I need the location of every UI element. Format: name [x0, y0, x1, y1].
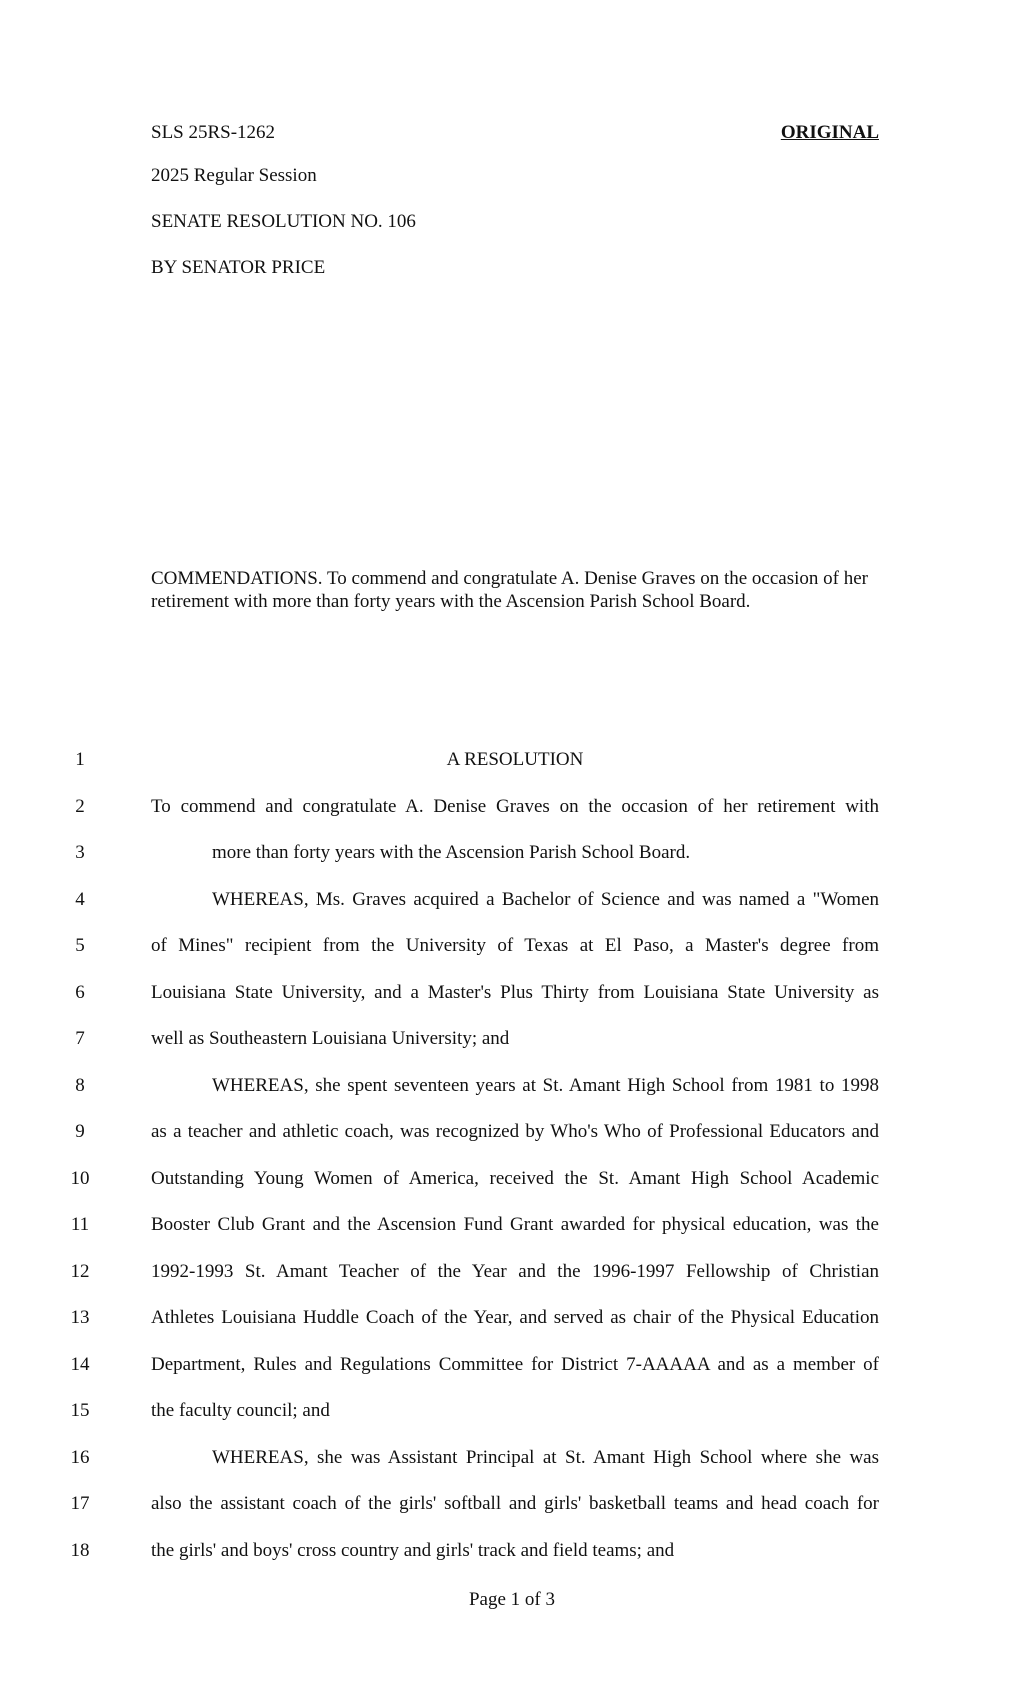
body-line: Louisiana State University, and a Master's Plus Thirty from Louisiana State University as — [151, 982, 879, 1003]
body-line: To commend and congratulate A. Denise Graves on the occasion of her retirement with — [151, 796, 879, 817]
body-line: also the assistant coach of the girls' softball and girls' basketball teams and head coach for — [151, 1493, 879, 1514]
line-number: 2 — [75, 796, 85, 817]
body-line: the faculty council; and — [151, 1400, 330, 1421]
body-line: Athletes Louisiana Huddle Coach of the Year, and served as chair of the Physical Education — [151, 1307, 879, 1328]
line-number: 3 — [75, 842, 85, 863]
body-line: WHEREAS, she was Assistant Principal at St. Amant High School where she was — [212, 1447, 879, 1468]
line-number: 9 — [75, 1121, 85, 1142]
body-line: 1992-1993 St. Amant Teacher of the Year and the 1996-1997 Fellowship of Christian — [151, 1261, 879, 1282]
line-number: 16 — [70, 1447, 90, 1468]
bill-id: SLS 25RS-1262 — [151, 122, 276, 143]
resolution-number: SENATE RESOLUTION NO. 106 — [151, 211, 416, 232]
line-number: 7 — [75, 1028, 85, 1049]
line-number: 13 — [70, 1307, 90, 1328]
line-number: 17 — [70, 1493, 90, 1514]
body-line: the girls' and boys' cross country and girls' track and field teams; and — [151, 1540, 675, 1561]
line-number: 4 — [75, 889, 85, 910]
body-line: Outstanding Young Women of America, received the St. Amant High School Academic — [151, 1168, 879, 1189]
line-number: 12 — [70, 1261, 90, 1282]
body-line: of Mines" recipient from the University of Texas at El Paso, a Master's degree from — [151, 935, 879, 956]
line-number: 6 — [75, 982, 85, 1003]
line-number: 11 — [70, 1214, 90, 1235]
body-line: well as Southeastern Louisiana University; and — [151, 1028, 510, 1049]
line-number: 10 — [70, 1168, 90, 1189]
author-label: BY SENATOR PRICE — [151, 257, 326, 278]
session-label: 2025 Regular Session — [151, 165, 317, 186]
body-line: as a teacher and athletic coach, was recognized by Who's Who of Professional Educators and — [151, 1121, 879, 1142]
body-line: Department, Rules and Regulations Committee for District 7-AAAAA and as a member of — [151, 1354, 879, 1375]
body-line: Booster Club Grant and the Ascension Fund Grant awarded for physical education, was the — [151, 1214, 879, 1235]
page-number: Page 1 of 3 — [468, 1589, 555, 1610]
body-line: WHEREAS, Ms. Graves acquired a Bachelor of Science and was named a "Women — [212, 889, 879, 910]
body-line: more than forty years with the Ascension Parish School Board. — [212, 842, 691, 863]
line-number: 15 — [70, 1400, 90, 1421]
line-number: 18 — [70, 1540, 90, 1561]
line-number: 14 — [70, 1354, 90, 1375]
body-line: WHEREAS, she spent seventeen years at St. Amant High School from 1981 to 1998 — [212, 1075, 879, 1096]
line-number: 8 — [75, 1075, 85, 1096]
version-label: ORIGINAL — [780, 122, 879, 143]
resolution-heading: A RESOLUTION — [446, 749, 584, 770]
digest-summary: COMMENDATIONS. To commend and congratulate A. Denise Graves on the occasion of her retirement with more than forty years with the Ascension Parish School Board. — [151, 568, 868, 612]
line-number: 5 — [75, 935, 85, 956]
line-number: 1 — [75, 749, 85, 770]
